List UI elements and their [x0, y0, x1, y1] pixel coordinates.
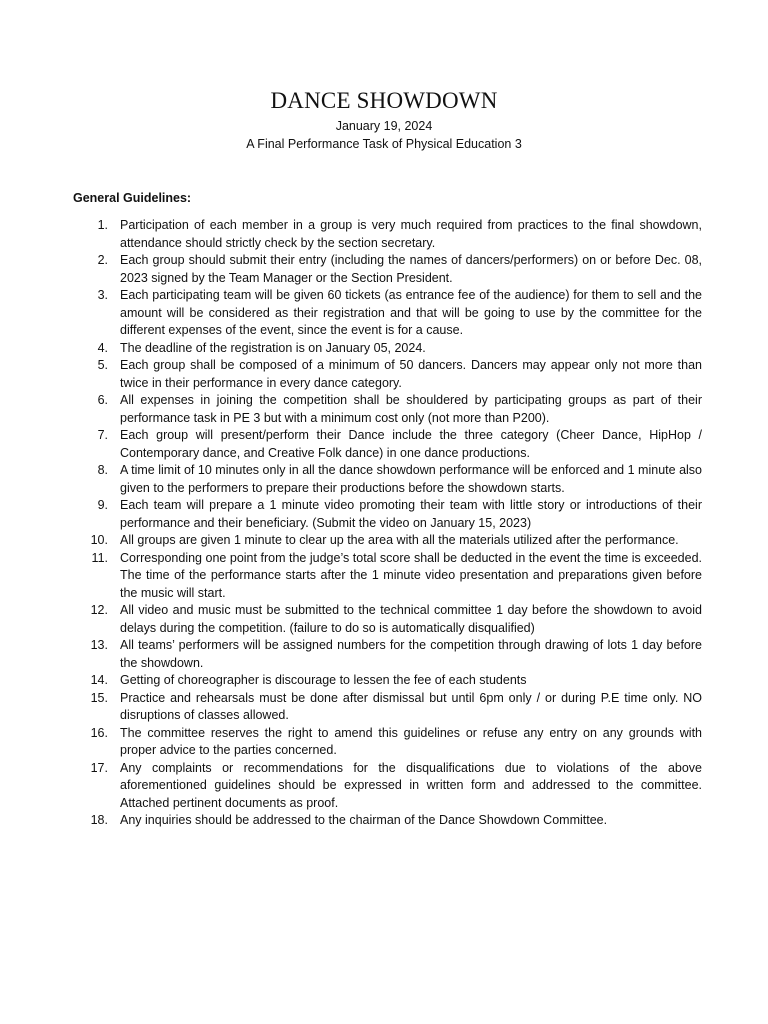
guideline-item: [0, 672, 702, 690]
guideline-number: 7.: [97, 428, 108, 442]
guideline-item: [0, 532, 702, 550]
guideline-text: Each participating team will be given 60 tickets (as entrance fee of the audience) for them to sell and the amount will be considered as their registration and that will be going to use by the committee for the different expenses of the event, since the event is for a cause.: [120, 288, 702, 337]
guideline-text: The committee reserves the right to amend this guidelines or refuse any entry on any grounds with proper advice to the parties concerned.: [120, 725, 702, 757]
guideline-text: Corresponding one point from the judge’s total score shall be deducted in the event the time is exceeded. The time of the performance starts after the 1 minute video presentation and preparations given before the music will start.: [120, 550, 702, 600]
document-date: January 19, 2024: [335, 119, 433, 133]
document-subtitle: A Final Performance Task of Physical Education 3: [246, 137, 522, 151]
guideline-text: All teams’ performers will be assigned numbers for the competition through drawing of lots 1 day before the showdown.: [120, 638, 702, 670]
guideline-text: Each group should submit their entry (including the names of dancers/performers) on or before Dec. 08, 2023 signed by the Team Manager or the Section President.: [120, 253, 702, 285]
guideline-item: [0, 812, 702, 830]
guideline-item: [0, 637, 702, 672]
guideline-item: [0, 427, 702, 462]
guideline-number: 2.: [97, 253, 108, 267]
guideline-text: Any complaints or recommendations for the disqualifications due to violations of the above aforementioned guidelines should be expressed in written form and addressed to the committee. Attached pertinent documents as proof.: [120, 760, 702, 810]
guideline-item: [0, 217, 702, 252]
guideline-text: Each group will present/perform their Dance include the three category (Cheer Dance, HipHop / Contemporary dance, and Creative Folk dance) in one dance productions.: [120, 428, 702, 460]
guideline-number: 1.: [97, 218, 108, 232]
guideline-text: All video and music must be submitted to the technical committee 1 day before the showdown to avoid delays during the competition. (failure to do so is automatically disqualified): [120, 603, 702, 635]
guideline-text: Each group shall be composed of a minimum of 50 dancers. Dancers may appear only not more than twice in their performance in every dance category.: [120, 358, 702, 390]
guideline-text: All groups are given 1 minute to clear up the area with all the materials utilized after the performance.: [120, 533, 679, 547]
guideline-item: [0, 497, 702, 532]
guideline-number: 16.: [90, 725, 108, 740]
guideline-number: 10.: [90, 533, 108, 547]
guideline-text: Participation of each member in a group is very much required from practices to the final showdown, attendance should strictly check by the section secretary.: [120, 218, 702, 250]
guideline-text: A time limit of 10 minutes only in all the dance showdown performance will be enforced and 1 minute also given to the performers to prepare their productions before the showdown starts.: [120, 463, 702, 495]
guideline-text: The deadline of the registration is on January 05, 2024.: [120, 340, 426, 355]
guideline-text: Getting of choreographer is discourage to lessen the fee of each students: [120, 673, 527, 687]
guideline-number: 17.: [90, 760, 108, 775]
guidelines-list: [0, 217, 702, 830]
section-heading: General Guidelines:: [73, 191, 192, 205]
guideline-number: 5.: [97, 358, 108, 372]
guideline-item: [0, 602, 702, 637]
guideline-number: 18.: [90, 813, 108, 827]
guideline-item: [0, 760, 702, 813]
guideline-item: [0, 357, 702, 392]
guideline-item: [0, 462, 702, 497]
guideline-number: 13.: [90, 638, 108, 652]
guideline-number: 11.: [91, 550, 108, 565]
guideline-number: 8.: [97, 463, 108, 477]
guideline-number: 4.: [97, 340, 108, 355]
guideline-number: 12.: [90, 603, 108, 617]
guideline-text: Practice and rehearsals must be done after dismissal but until 6pm only / or during P.E time only. NO disruptions of classes allowed.: [120, 690, 702, 722]
guideline-item: [0, 287, 702, 340]
guideline-item: [0, 340, 702, 358]
guideline-text: Any inquiries should be addressed to the chairman of the Dance Showdown Committee.: [120, 813, 608, 827]
guideline-number: 15.: [90, 690, 108, 705]
guideline-item: [0, 550, 702, 603]
guideline-text: All expenses in joining the competition shall be shouldered by participating groups as part of their performance task in PE 3 but with a minimum cost only (not more than P200).: [120, 393, 702, 425]
guideline-item: [0, 252, 702, 287]
guideline-item: [0, 392, 702, 427]
guideline-item: [0, 725, 702, 760]
guideline-item: [0, 690, 702, 725]
document-title: DANCE SHOWDOWN: [270, 88, 498, 113]
guideline-number: 6.: [97, 393, 108, 407]
guideline-number: 14.: [90, 673, 108, 687]
guideline-number: 3.: [97, 288, 108, 302]
guideline-text: Each team will prepare a 1 minute video promoting their team with little story or introductions of their performance and their beneficiary. (Submit the video on January 15, 2023): [120, 498, 702, 530]
guideline-number: 9.: [97, 498, 108, 512]
